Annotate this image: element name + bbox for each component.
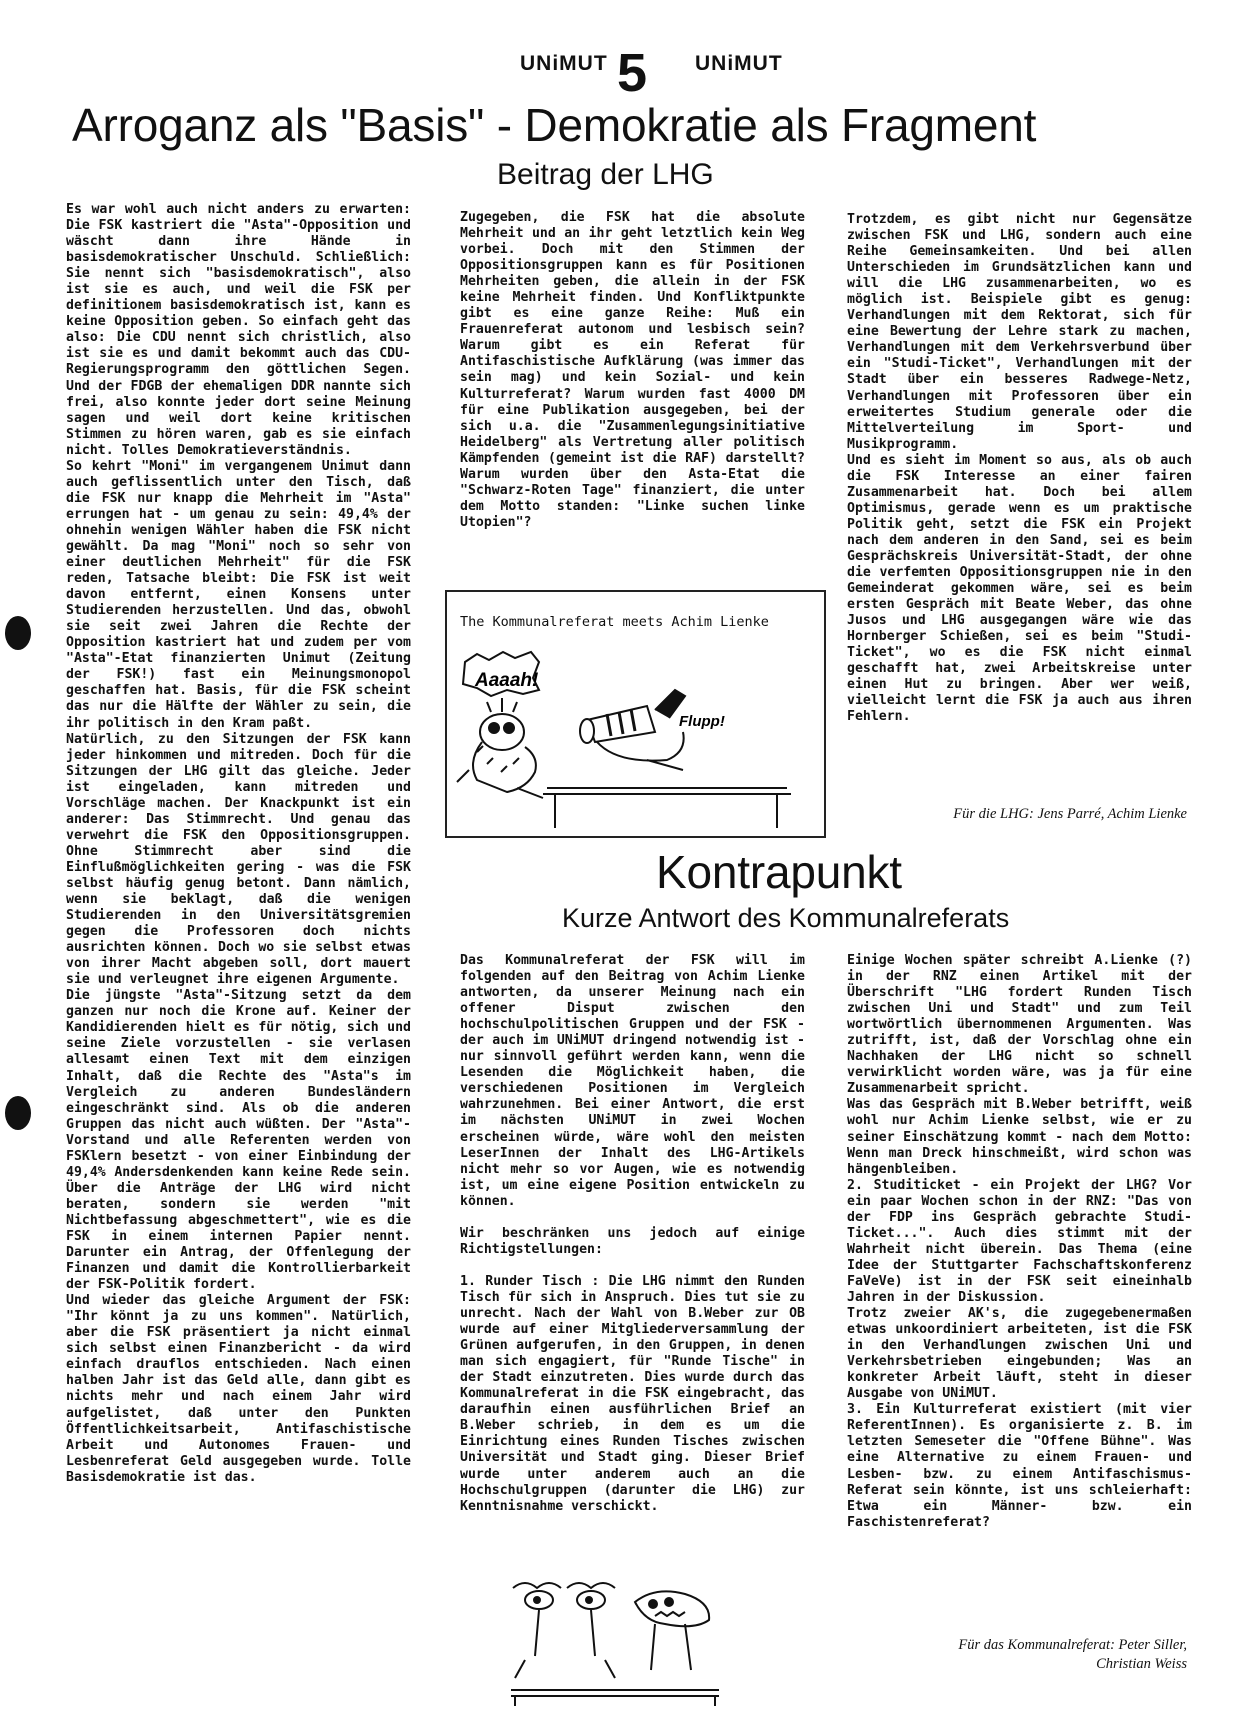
article-title: Kontrapunkt <box>656 846 902 898</box>
paragraph: Zugegeben, die FSK hat die absolute Mehrheit und an ihr geht letztlich kein Weg vorbei. Doch mit den Stimmen der Oppositionsgruppen kann es für Positionen Mehrheiten geben, die allein in der FSK keine Mehrheit finden. Und Konfliktpunkte gibt es eine ganze Reihe: Muß ein Frauenreferat autonom und lesbisch sein? Warum gibt es ein Referat für Antifaschistische Aufklärung (was immer das sein mag) und kein Sozial- und kein Kulturreferat? Warum wurden fast 4000 DM für eine Publikation ausgegeben, bei der sich u.a. die "Zusammenlegungsinitiative Heidelberg" als Vertretung aller politisch Kämpfenden (gemeint ist die RAF) darstellt? Warum wurden über den Asta-Etat die "Schwarz-Roten Tage" finanziert, die unter dem Motto standen: "Linke suchen linke Utopien"? <box>460 210 805 530</box>
article-column-4 <box>460 953 805 1515</box>
paragraph: Es war wohl auch nicht anders zu erwarten: Die FSK kastriert die "Asta"-Opposition und wäscht dann ihre Hände in basisdemokratischer Unschuld. Schließlich: Sie nennt sich "basisdemokratisch", also ist sie es auch, und weil die FSK per definitionem basisdemokratisch ist, kann es keine Opposition geben. So einfach geht das also: Die CDU nennt sich christlich, also ist sie es und damit bekommt auch das CDU-Regierungsprogramm den göttlichen Segen. Und der FDGB der ehemaligen DDR nannte sich frei, also konnte jeder dort seine Meinung sagen und weil dort keine kritischen Stimmen zu hören waren, gab es sie einfach nicht. Tolles Demokratieverständnis. <box>66 202 411 458</box>
paragraph: Was das Gespräch mit B.Weber betrifft, weiß wohl nur Achim Lienke selbst, wie er zu seiner Einschätzung kommt - nach dem Motto: Wenn man Dreck hinschmeißt, wird schon was hängenbleiben. <box>847 1097 1192 1177</box>
paragraph: Trotzdem, es gibt nicht nur Gegensätze zwischen FSK und LHG, sondern auch eine Reihe Gemeinsamkeiten. Und bei allen Unterschieden im Grundsätzlichen kann und will die LHG zusammenarbeiten, wo es möglich ist. Beispiele gibt es genug: Verhandlungen mit dem Rektorat, sich für eine Bewertung der Lehre stark zu machen, Verhandlungen mit dem Verkehrsverbund über ein "Studi-Ticket", Verhandlungen mit der Stadt über ein besseres Radwege-Netz, Verhandlungen mit Professoren über ein erweitertes Studium generale oder die Mittelverteilung im Sport- und Musikprogramm. <box>847 212 1192 452</box>
article-column-1 <box>66 202 411 1486</box>
article-subtitle: Beitrag der LHG <box>497 158 714 191</box>
masthead-right: UNiMUT <box>695 52 783 75</box>
paragraph: Und wieder das gleiche Argument der FSK: "Ihr könnt ja zu uns kommen". Natürlich, aber die FSK präsentiert ja nicht einmal sich selbst einen Finanzbericht - da wird einfach drauflos entschieden. Nach einen halben Jahr ist das Geld alle, dann gibt es nichts mehr und nach einem Jahr wird aufgelistet, daß unter den Punkten Öffentlichkeitsarbeit, Antifaschistische Arbeit und Autonomes Frauen- und Lesbenreferat Geld ausgegeben wurde. Tolle Basisdemokratie ist das. <box>66 1293 411 1485</box>
cartoon-caption: The Kommunalreferat meets Achim Lienke <box>460 614 769 630</box>
paragraph: 1. Runder Tisch : Die LHG nimmt den Runden Tisch für sich in Anspruch. Dies tut sie zu unrecht. Nach der Wahl von B.Weber zur OB wurde auf einer Mitgliederversammlung der Grünen aufgerufen, in den Gruppen, in denen man sich engagiert, für "Runde Tische" in der Stadt einzutreten. Dies wurde durch das Kommunalreferat in die FSK eingebracht, das daraufhin einen ausführlichen Brief an B.Weber schrieb, in dem es um die Einrichtung eines Runden Tisches zwischen Universität und Stadt ging. Dieser Brief wurde unter anderem auch an die Hochschulgruppen (darunter die LHG) zur Kenntnisnahme verschickt. <box>460 1273 805 1514</box>
paragraph: So kehrt "Moni" im vergangenem Unimut dann auch geflissentlich unter den Tisch, daß die FSK nur knapp die Mehrheit im "Asta" errungen hat - um genau zu sein: 49,4% der ohnehin wenigen Wähler haben die FSK nicht gewählt. Da mag "Moni" noch so sehr von einer deutlichen Mehrheit" für die FSK reden, Tatsache bleibt: Die FSK ist weit davon entfernt, einen Konsens unter Studierenden herzustellen. Und das, obwohl sie seit zwei Jahren die Rechte der Opposition kastriert hat und zudem per vom "Asta"-Etat finanzierten Unimut (Zeitung der FSK!) fast ein Meinungsmonopol geschaffen hat. Basis, für die FSK scheint das nur die Hälfte der Wähler zu sein, die ihr politisch in den Kram paßt. <box>66 458 411 731</box>
paragraph: Einige Wochen später schreibt A.Lienke (?) in der RNZ einen Artikel mit der Überschrift "LHG fordert Runden Tisch zwischen Uni und Stadt" und zum Teil wortwörtlich übernommenen Argumenten. Was zutrifft, ist, daß der Vorschlag ohne ein Nachhaken der LHG nicht so schnell verwirklicht worden wäre, was ja für eine Zusammenarbeit spricht. <box>847 953 1192 1097</box>
article-signature-line-1: Für das Kommunalreferat: Peter Siller, <box>958 1637 1187 1653</box>
article-column-5 <box>847 953 1192 1531</box>
paragraph: 2. Studiticket - ein Projekt der LHG? Vor ein paar Wochen schon in der RNZ: "Das von der FDP ins Gespräch gebrachte Studi-Ticket...". Auch dies stimmt mit der Wahrheit nicht überein. Das Thema (eine Idee der Stuttgarter Fachschaftskonferenz FaVeVe) ist in der FSK seit eineinhalb Jahren in der Diskussion. <box>847 1177 1192 1305</box>
spacer <box>460 1258 805 1274</box>
sound-effect-1: Aaaah! <box>475 670 539 691</box>
cartoon-figure-2 <box>580 690 685 770</box>
cartoon-doodle <box>505 1578 725 1708</box>
article-title: Arroganz als "Basis" - Demokratie als Fragment <box>72 99 1037 151</box>
article-signature: Für die LHG: Jens Parré, Achim Lienke <box>953 806 1187 822</box>
paragraph: Wir beschränken uns jedoch auf einige Richtigstellungen: <box>460 1225 805 1257</box>
cartoon-drawing <box>447 592 824 836</box>
paragraph: Natürlich, zu den Sitzungen der FSK kann jeder hinkommen und mitreden. Doch für die Sitzungen der LHG gilt das gleiche. Jeder ist eingeladen, kann mitreden und Vorschläge machen. Der Knackpunkt ist ein anderer: Das Stimmrecht. Und genau das verwehrt die FSK den Oppositionsgruppen. Ohne Stimmrecht aber sind die Einflußmöglichkeiten gering - was die FSK selbst häufig genug betont. Dann nämlich, wenn sie beklagt, daß die wenigen Studierenden in den Universitätsgremien gegen die Professoren doch nichts ausrichten können. Doch wo sie selbst etwas von ihrer Macht abgeben soll, dort mauert sie und verleugnet ihre eigenen Argumente. <box>66 731 411 988</box>
article-subtitle: Kurze Antwort des Kommunalreferats <box>562 903 1010 933</box>
punch-hole-bottom <box>5 1096 31 1130</box>
cartoon-box <box>445 590 826 838</box>
paragraph: Und es sieht im Moment so aus, als ob auch die FSK Interesse an einer fairen Zusammenarbeit hat. Doch bei allem Optimismus, gerade wenn es um praktische Politik geht, setzt die FSK ein Projekt nach dem anderen in den Sand, sei es beim Gesprächskreis Universität-Stadt, der ohne die verfemten Oppositionsgruppen nie in den Gemeinderat gekommen wäre, sei es beim ersten Gespräch mit Beate Weber, das ohne Jusos und LHG ausgegangen wäre wie das Hornberger Schießen, sei es beim "Studi-Ticket", wo es die FSK nicht einmal geschafft hat, zwei Arbeitskreise unter einen Hut zu bringen. Aber wer weiß, vielleicht lernt die FSK ja auch aus ihren Fehlern. <box>847 452 1192 725</box>
cartoon-figure-1 <box>457 698 543 798</box>
paragraph: Die jüngste "Asta"-Sitzung setzt da dem ganzen nur noch die Krone auf. Keiner der Kandidierenden hielt es für nötig, sich und seine Ziele vorzustellen - sie verlasen allesamt einen Text mit dem einzigen Inhalt, daß die Rechte des "Asta"s im Vergleich zu anderen Bundesländern eingeschränkt sind. Als ob die anderen Gruppen das nicht auch wüßten. Der "Asta"-Vorstand und alle Referenten werden von FSKlern besetzt - von einer Einbindung der 49,4% Andersdenkenden kann keine Rede sein. Über die Anträge der LHG wird nicht beraten, sondern sie werden "mit Nichtbefassung abgeschmettert", wie es die FSK in einem internen Papier nennt. Darunter ein Antrag, der Offenlegung der Finanzen und damit die Kontrollierbarkeit der FSK-Politik fordert. <box>66 988 411 1293</box>
sound-effect-2: Flupp! <box>679 713 725 730</box>
article-column-3 <box>847 212 1192 726</box>
article-column-2 <box>460 210 805 531</box>
paragraph: Das Kommunalreferat der FSK will im folgenden auf den Beitrag von Achim Lienke antworten, da unserer Meinung nach ein offener Disput zwischen den hochschulpolitischen Gruppen und der FSK - der auch im UNiMUT dringend notwendig ist - nur sinnvoll geführt werden kann, wenn die Lesenden die Möglichkeit haben, die verschiedenen Positionen im Vergleich wahrzunehmen. Bei einer Antwort, die erst im nächsten UNiMUT in zwei Wochen erscheinen würde, wäre wohl den meisten LeserInnen der Inhalt des LHG-Artikels nicht mehr so vor Augen, wie es notwendig ist, um eine eigene Position entwickeln zu können. <box>460 953 805 1209</box>
punch-hole-top <box>5 616 31 650</box>
article-signature-line-2: Christian Weiss <box>1096 1656 1187 1672</box>
paragraph: Trotz zweier AK's, die zugegebenermaßen etwas unkoordiniert arbeiteten, ist die FSK in den Verhandlungen zwischen Uni und Verkehrsbetrieben eingebunden; Was an konkreter Arbeit läuft, steht in dieser Ausgabe von UNiMUT. <box>847 1306 1192 1402</box>
page-number: 5 <box>617 43 648 103</box>
masthead-left: UNiMUT <box>520 52 608 75</box>
spacer <box>460 1210 805 1226</box>
cartoon-bench <box>543 788 791 828</box>
paragraph: 3. Ein Kulturreferat existiert (mit vier ReferentInnen). Es organisierte z. B. im letzten Semeseter die "Offene Bühne". Was eine Alternative zu einem Frauen- und Lesben- bzw. zu einem Antifaschismus-Referat sein könnte, ist uns schleierhaft: Etwa ein Männer- bzw. ein Faschistenreferat? <box>847 1402 1192 1530</box>
